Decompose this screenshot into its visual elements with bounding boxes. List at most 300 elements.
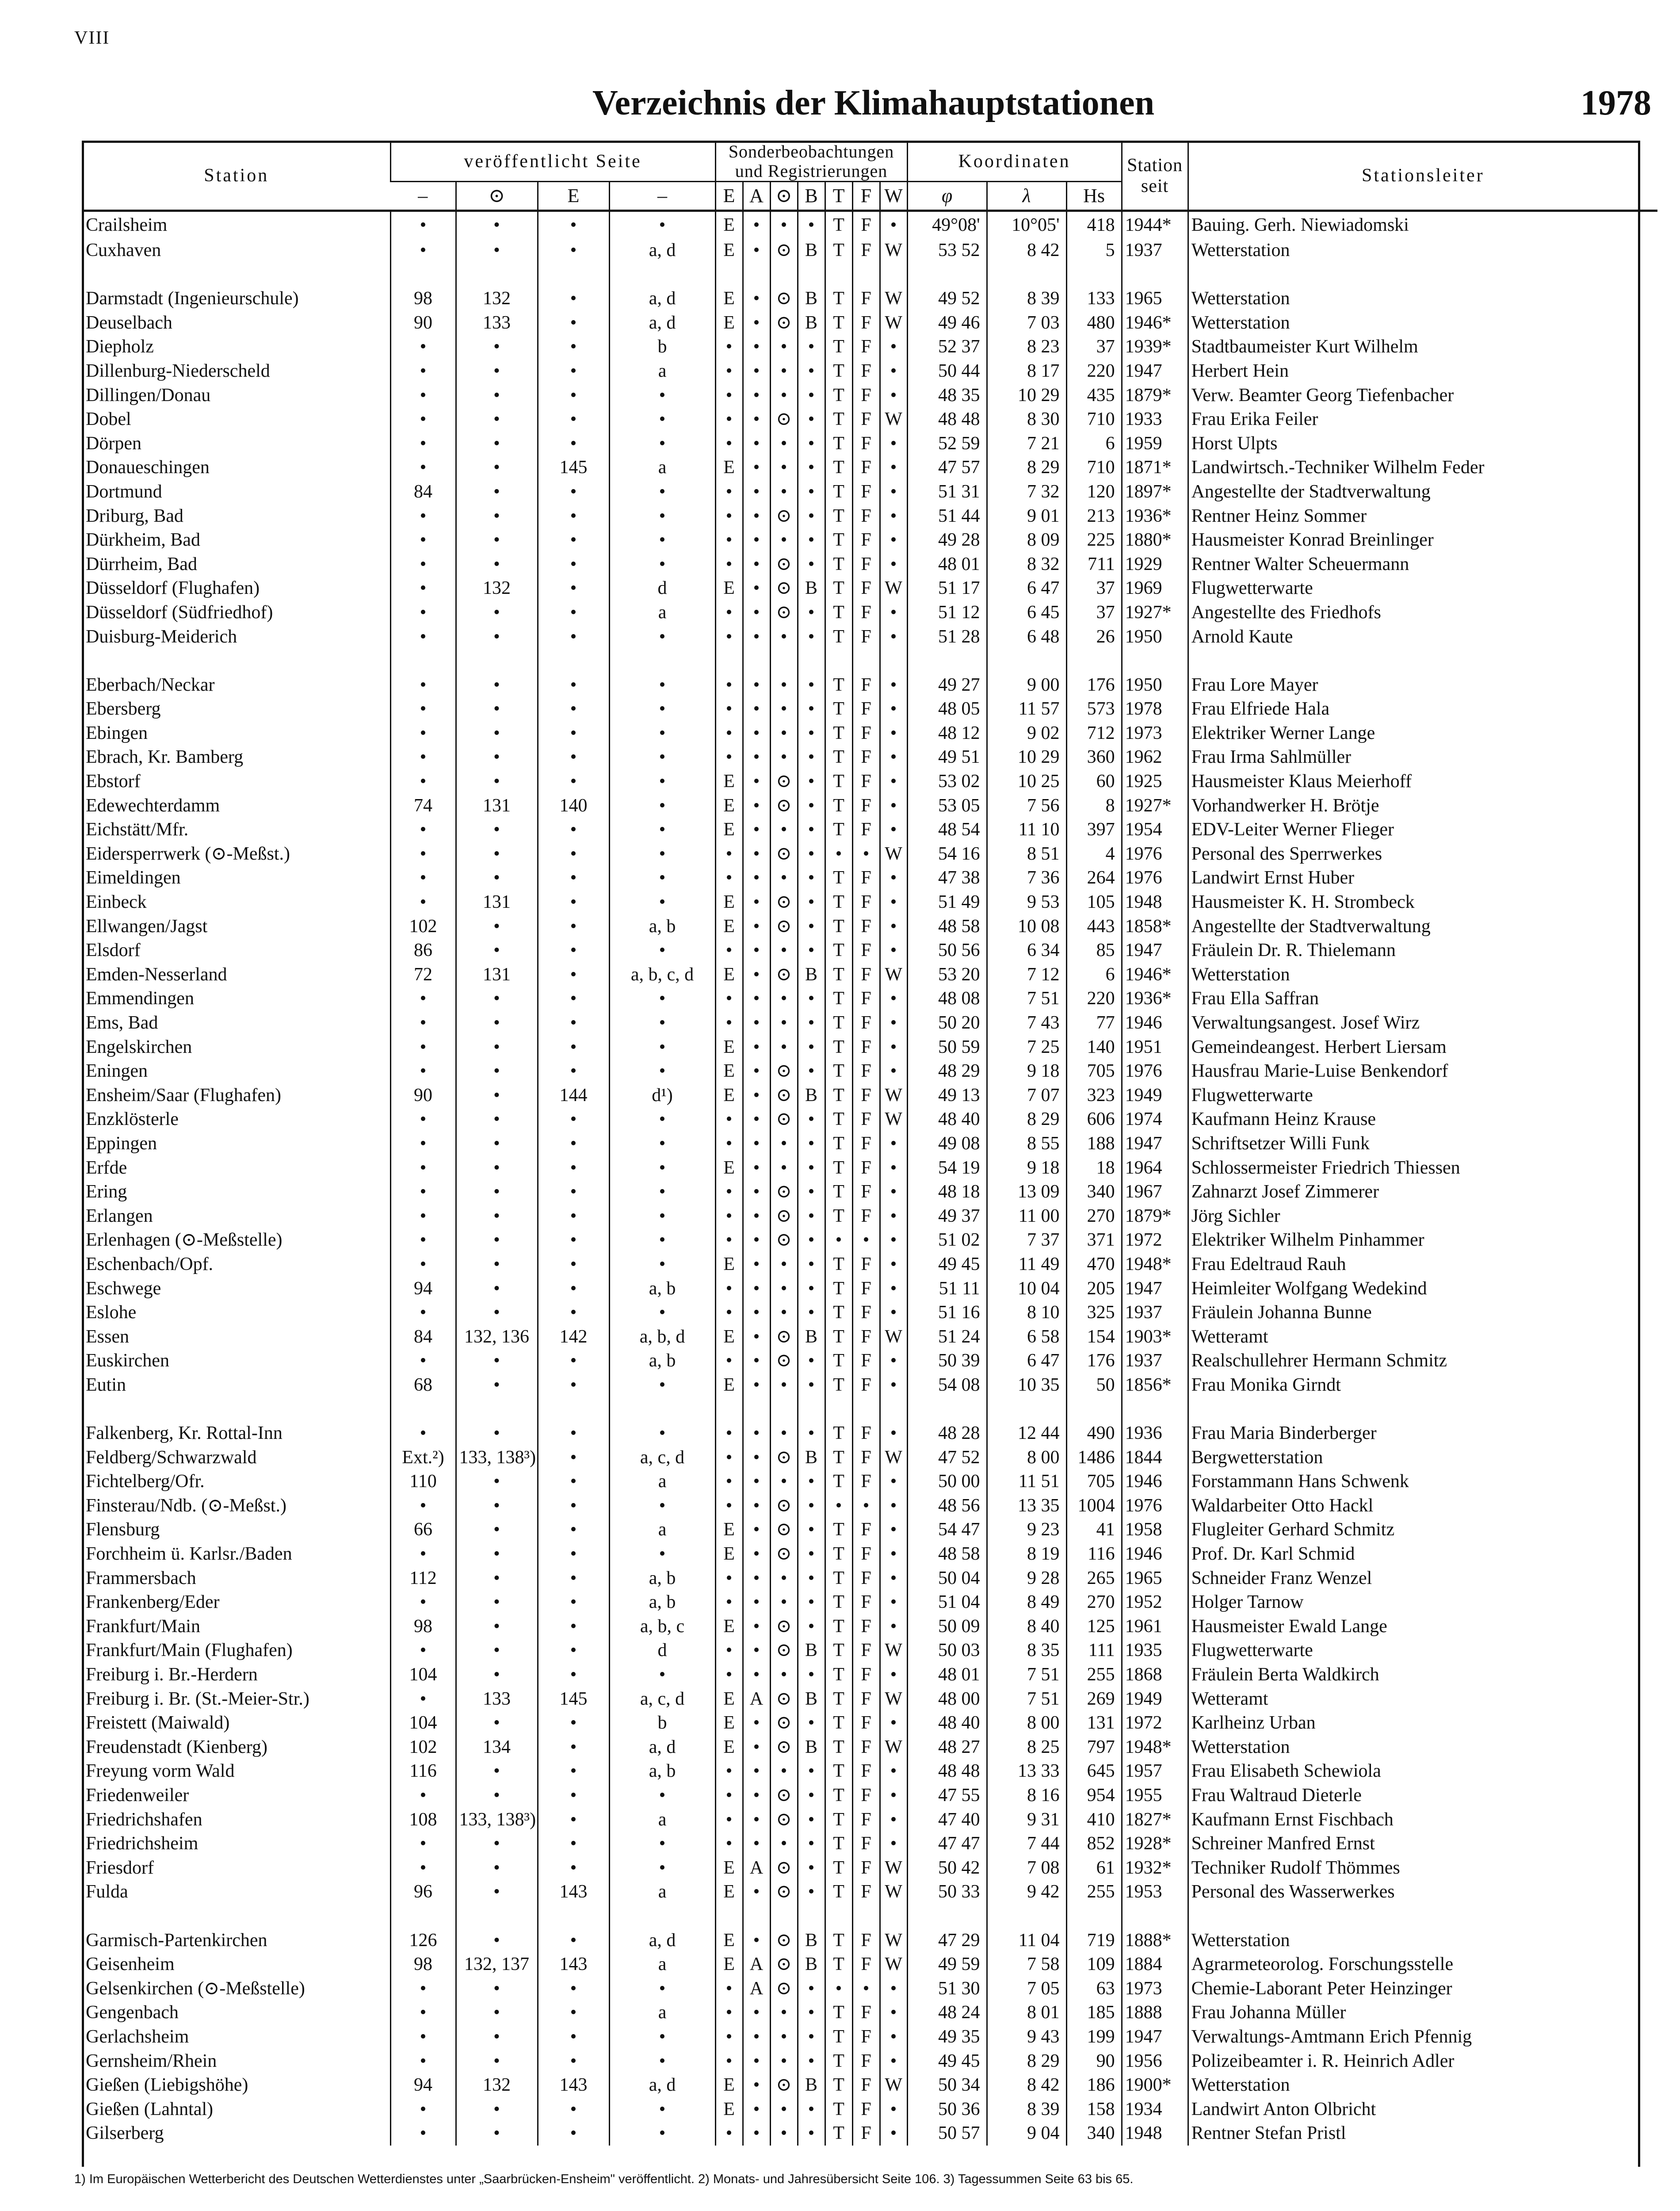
table-cell: • [538, 383, 609, 408]
spacer-cell [456, 263, 538, 287]
table-cell: • [770, 1156, 798, 1180]
station-leader: Stadtbaumeister Kurt Wilhelm [1188, 335, 1657, 359]
table-cell: 72 [390, 963, 456, 987]
station-name: Deuselbach [86, 312, 172, 333]
table-cell: 7 51 [987, 987, 1066, 1011]
table-cell: 1858* [1122, 914, 1188, 939]
table-cell: • [715, 1590, 743, 1614]
table-cell: • [538, 1035, 609, 1060]
table-cell: a, b [609, 1590, 715, 1614]
table-cell: • [715, 938, 743, 963]
spacer-cell [880, 1904, 907, 1928]
table-cell: • [880, 769, 907, 794]
table-row [83, 2025, 1657, 2049]
table-cell: • [798, 1059, 825, 1083]
table-cell: 1959 [1122, 432, 1188, 456]
table-cell: • [390, 721, 456, 746]
table-cell: a [609, 2001, 715, 2025]
table-cell: • [390, 769, 456, 794]
table-cell: • [880, 1011, 907, 1035]
table-cell: 143 [538, 1952, 609, 1977]
station-leader: Arnold Kaute [1188, 625, 1657, 649]
table-cell: a, d [609, 2073, 715, 2097]
table-cell: 188 [1066, 1132, 1122, 1156]
table-row [83, 455, 1657, 480]
station-leader: Fräulein Johanna Bunne [1188, 1301, 1657, 1325]
table-cell: F [852, 480, 880, 504]
table-cell: F [852, 1446, 880, 1470]
table-cell: • [390, 1156, 456, 1180]
table-cell: • [798, 1180, 825, 1204]
table-cell: • [609, 673, 715, 697]
table-cell: • [715, 1421, 743, 1446]
table-cell: ⊙ [770, 842, 798, 866]
table-cell: T [825, 211, 852, 239]
table-cell: 4 [1066, 842, 1122, 866]
table-cell: • [880, 504, 907, 528]
table-cell: • [743, 1759, 770, 1783]
table-row [83, 938, 1657, 963]
table-cell: • [743, 914, 770, 939]
header-seit: Station seit [1122, 142, 1188, 211]
table-cell: T [825, 769, 852, 794]
table-cell: T [825, 1446, 852, 1470]
table-cell: • [880, 1059, 907, 1083]
table-cell: • [715, 1566, 743, 1591]
table-cell: • [390, 383, 456, 408]
table-cell: T [825, 673, 852, 697]
table-cell: • [852, 1228, 880, 1252]
table-cell: • [609, 1252, 715, 1277]
station-leader: Herbert Hein [1188, 359, 1657, 383]
table-cell: 11 51 [987, 1469, 1066, 1494]
table-row [83, 1977, 1657, 2001]
table-cell: • [798, 1977, 825, 2001]
table-cell: F [852, 528, 880, 552]
table-cell: W [880, 1325, 907, 1349]
table-cell: F [852, 576, 880, 601]
table-cell: • [743, 1277, 770, 1301]
table-cell: a, b [609, 1277, 715, 1301]
table-cell: F [852, 914, 880, 939]
table-cell: T [825, 455, 852, 480]
spacer-cell [880, 1397, 907, 1422]
table-cell: 8 51 [987, 842, 1066, 866]
table-cell: • [880, 211, 907, 239]
table-cell: 102 [390, 914, 456, 939]
table-cell: 37 [1066, 601, 1122, 625]
table-cell: 51 17 [907, 576, 987, 601]
table-cell: • [456, 673, 538, 697]
table-cell: • [743, 1107, 770, 1132]
table-cell: 52 37 [907, 335, 987, 359]
table-cell: • [538, 1107, 609, 1132]
table-cell: • [743, 1325, 770, 1349]
table-cell: E [715, 1856, 743, 1880]
table-row [83, 890, 1657, 914]
station-name: Freudenstadt (Kienberg) [86, 1737, 267, 1757]
table-cell: • [798, 938, 825, 963]
table-cell: F [852, 987, 880, 1011]
table-cell: ⊙ [770, 1518, 798, 1542]
table-cell: • [715, 1277, 743, 1301]
table-cell: ⊙ [770, 2073, 798, 2097]
station-leader: Techniker Rudolf Thömmes [1188, 1856, 1657, 1880]
spacer-cell [743, 1397, 770, 1422]
station-name: Eschwege [86, 1278, 161, 1299]
table-cell: 90 [390, 1083, 456, 1108]
station-leader: Hausfrau Marie-Luise Benkendorf [1188, 1059, 1657, 1083]
spacer-cell [456, 1904, 538, 1928]
table-cell: • [743, 455, 770, 480]
table-cell: • [609, 1373, 715, 1397]
spacer-cell [715, 649, 743, 673]
table-cell: 90 [1066, 2049, 1122, 2073]
spacer-cell [798, 1397, 825, 1422]
table-cell: • [538, 1735, 609, 1760]
table-cell: a, c, d [609, 1446, 715, 1470]
table-cell: • [538, 1759, 609, 1783]
table-cell: T [825, 745, 852, 769]
station-leader: Wetterstation [1188, 963, 1657, 987]
table-cell: W [880, 2073, 907, 2097]
table-cell: T [825, 504, 852, 528]
station-leader: Personal des Wasserwerkes [1188, 1880, 1657, 1904]
table-cell: • [538, 890, 609, 914]
table-cell: 48 18 [907, 1180, 987, 1204]
table-cell: W [880, 1856, 907, 1880]
table-cell: F [852, 1325, 880, 1349]
table-row [83, 842, 1657, 866]
table-cell: 98 [390, 1952, 456, 1977]
table-cell: 116 [390, 1759, 456, 1783]
station-name: Eschenbach/Opf. [86, 1254, 214, 1274]
table-cell: B [798, 1928, 825, 1953]
table-row [83, 769, 1657, 794]
table-cell: 1932* [1122, 1856, 1188, 1880]
table-row [83, 1952, 1657, 1977]
station-name: Emden-Nesserland [86, 964, 227, 985]
table-cell: • [715, 1446, 743, 1470]
table-cell: F [852, 359, 880, 383]
table-cell: • [743, 432, 770, 456]
table-cell: 213 [1066, 504, 1122, 528]
table-cell: • [538, 2001, 609, 2025]
table-cell: • [456, 1277, 538, 1301]
table-cell: F [852, 1566, 880, 1591]
station-name: Cuxhaven [86, 240, 161, 260]
table-cell: d [609, 576, 715, 601]
table-cell: • [538, 1446, 609, 1470]
table-cell: F [852, 1759, 880, 1783]
table-cell: F [852, 1952, 880, 1977]
station-leader: Verwaltungs-Amtmann Erich Pfennig [1188, 2025, 1657, 2049]
table-cell: 112 [390, 1566, 456, 1591]
table-cell: • [743, 1035, 770, 1060]
table-cell: • [715, 1638, 743, 1663]
table-cell: • [715, 432, 743, 456]
table-cell: 1888 [1122, 2001, 1188, 2025]
table-cell: T [825, 1083, 852, 1108]
table-cell: • [715, 697, 743, 721]
table-row [83, 673, 1657, 697]
table-cell: 7 36 [987, 866, 1066, 890]
table-cell: 133, 138³) [456, 1446, 538, 1470]
spacer-cell [743, 263, 770, 287]
table-cell: 8 55 [987, 1132, 1066, 1156]
table-cell: • [609, 625, 715, 649]
table-cell: 7 05 [987, 1977, 1066, 2001]
table-cell: • [609, 1059, 715, 1083]
table-cell: 48 40 [907, 1107, 987, 1132]
table-cell: 48 58 [907, 914, 987, 939]
table-cell: 74 [390, 794, 456, 818]
station-name: Friedrichsheim [86, 1833, 199, 1854]
table-cell: F [852, 866, 880, 890]
table-cell: ⊙ [770, 1204, 798, 1228]
table-cell: 143 [538, 2073, 609, 2097]
table-cell: ⊙ [770, 1952, 798, 1977]
table-cell: 50 03 [907, 1638, 987, 1663]
table-row [83, 1735, 1657, 1760]
table-cell: • [798, 842, 825, 866]
table-cell: • [770, 2097, 798, 2122]
table-cell: 1879* [1122, 383, 1188, 408]
table-cell: a, b [609, 1349, 715, 1373]
table-cell: F [852, 721, 880, 746]
station-name: Fichtelberg/Ofr. [86, 1471, 205, 1492]
table-cell: T [825, 2049, 852, 2073]
table-cell: F [852, 1783, 880, 1808]
table-cell: • [743, 769, 770, 794]
table-cell: • [456, 1252, 538, 1277]
table-cell: F [852, 1349, 880, 1373]
table-cell: • [798, 2001, 825, 2025]
table-cell: T [825, 1542, 852, 1566]
table-cell: • [390, 818, 456, 842]
table-cell: 48 48 [907, 407, 987, 432]
group-spacer [83, 649, 1657, 673]
table-cell: F [852, 335, 880, 359]
table-cell: • [390, 1421, 456, 1446]
station-leader: Wetterstation [1188, 311, 1657, 335]
table-cell: • [880, 1977, 907, 2001]
table-cell: F [852, 697, 880, 721]
table-cell: T [825, 1421, 852, 1446]
table-cell: • [390, 890, 456, 914]
table-cell: T [825, 1518, 852, 1542]
table-cell: • [743, 1349, 770, 1373]
table-cell: F [852, 2097, 880, 2122]
table-cell: F [852, 1808, 880, 1832]
table-cell: • [825, 1977, 852, 2001]
table-row [83, 432, 1657, 456]
table-cell: 90 [390, 311, 456, 335]
table-cell: • [456, 528, 538, 552]
table-cell: 84 [390, 480, 456, 504]
table-cell: 7 32 [987, 480, 1066, 504]
table-cell: F [852, 1011, 880, 1035]
table-cell: • [880, 1373, 907, 1397]
table-cell: 60 [1066, 769, 1122, 794]
station-name: Eslohe [86, 1302, 137, 1323]
table-cell: • [798, 1011, 825, 1035]
spacer-cell [390, 1397, 456, 1422]
table-cell: 48 01 [907, 552, 987, 577]
table-cell: • [798, 211, 825, 239]
table-cell: • [715, 1107, 743, 1132]
table-row [83, 211, 1657, 239]
station-leader: Rentner Stefan Pristl [1188, 2121, 1657, 2146]
table-cell: 11 49 [987, 1252, 1066, 1277]
station-name: Friesdorf [86, 1857, 154, 1878]
table-cell: E [715, 1928, 743, 1953]
table-cell: 606 [1066, 1107, 1122, 1132]
table-cell: • [715, 528, 743, 552]
table-cell: 8 16 [987, 1783, 1066, 1808]
table-cell: • [770, 1301, 798, 1325]
station-leader: Prof. Dr. Karl Schmid [1188, 1542, 1657, 1566]
table-cell: T [825, 794, 852, 818]
table-cell: 711 [1066, 552, 1122, 577]
table-cell: • [743, 866, 770, 890]
station-leader: Schneider Franz Wenzel [1188, 1566, 1657, 1591]
table-cell: • [743, 2001, 770, 2025]
table-row [83, 576, 1657, 601]
table-row [83, 1180, 1657, 1204]
table-cell: • [743, 794, 770, 818]
table-cell: F [852, 769, 880, 794]
table-cell: • [770, 455, 798, 480]
table-cell: • [715, 721, 743, 746]
table-cell: 1976 [1122, 842, 1188, 866]
table-row [83, 818, 1657, 842]
table-cell: 1897* [1122, 480, 1188, 504]
table-cell: ⊙ [770, 311, 798, 335]
table-cell: • [770, 2049, 798, 2073]
table-cell: 7 58 [987, 1952, 1066, 1977]
table-cell: • [390, 1252, 456, 1277]
table-cell: 1956 [1122, 2049, 1188, 2073]
table-cell: • [538, 287, 609, 311]
table-cell: F [852, 1638, 880, 1663]
table-cell: 8 [1066, 794, 1122, 818]
table-cell: ⊙ [770, 552, 798, 577]
table-cell: • [743, 335, 770, 359]
table-cell: 8 00 [987, 1711, 1066, 1735]
table-cell: • [825, 1494, 852, 1518]
table-cell: W [880, 1880, 907, 1904]
table-cell: • [798, 1711, 825, 1735]
table-cell: • [770, 383, 798, 408]
table-cell: T [825, 1952, 852, 1977]
table-cell: b [609, 335, 715, 359]
table-cell: T [825, 1373, 852, 1397]
table-cell: • [880, 1301, 907, 1325]
spacer-cell [1122, 1904, 1188, 1928]
table-cell: 418 [1066, 211, 1122, 239]
table-cell: • [743, 1735, 770, 1760]
station-leader: Wetterstation [1188, 2073, 1657, 2097]
table-cell: • [798, 1373, 825, 1397]
table-cell: ⊙ [770, 1638, 798, 1663]
spacer-cell [987, 649, 1066, 673]
table-cell: • [715, 1808, 743, 1832]
table-cell: 132, 137 [456, 1952, 538, 1977]
station-name: Ellwangen/Jagst [86, 916, 208, 937]
table-row [83, 1301, 1657, 1325]
table-cell: ⊙ [770, 407, 798, 432]
spacer-cell [390, 649, 456, 673]
table-cell: 1962 [1122, 745, 1188, 769]
table-cell: 1947 [1122, 1277, 1188, 1301]
table-row [83, 1469, 1657, 1494]
station-name: Gernsheim/Rhein [86, 2050, 217, 2071]
table-cell: B [798, 238, 825, 263]
spacer-cell [798, 263, 825, 287]
spacer-cell [987, 263, 1066, 287]
table-cell: • [609, 1035, 715, 1060]
table-cell: • [456, 2121, 538, 2146]
table-cell: 77 [1066, 1011, 1122, 1035]
table-cell: 176 [1066, 673, 1122, 697]
table-cell: W [880, 1687, 907, 1711]
table-cell: 132, 136 [456, 1325, 538, 1349]
table-cell: • [770, 2001, 798, 2025]
table-cell: 116 [1066, 1542, 1122, 1566]
table-row [83, 2049, 1657, 2073]
table-cell: F [852, 1059, 880, 1083]
table-cell: • [715, 359, 743, 383]
table-cell: • [609, 1132, 715, 1156]
table-cell: T [825, 238, 852, 263]
table-cell: 1888* [1122, 1928, 1188, 1953]
table-cell: 1947 [1122, 938, 1188, 963]
station-name: Dobel [86, 409, 131, 430]
table-row [83, 625, 1657, 649]
table-cell: • [770, 938, 798, 963]
table-cell: 49 45 [907, 2049, 987, 2073]
table-cell: 8 29 [987, 2049, 1066, 2073]
station-name: Driburg, Bad [86, 505, 183, 526]
table-cell: • [852, 1494, 880, 1518]
spacer-cell [798, 649, 825, 673]
table-cell: • [390, 1228, 456, 1252]
table-cell: T [825, 2001, 852, 2025]
table-cell: 1951 [1122, 1035, 1188, 1060]
header-sonder-w: W [880, 182, 907, 211]
station-leader: Frau Waltraud Dieterle [1188, 1783, 1657, 1808]
table-cell: • [456, 2025, 538, 2049]
table-cell: ⊙ [770, 238, 798, 263]
table-cell: • [538, 697, 609, 721]
station-leader: Schriftsetzer Willi Funk [1188, 1132, 1657, 1156]
table-row [83, 1446, 1657, 1470]
table-cell: 51 16 [907, 1301, 987, 1325]
table-cell: • [743, 287, 770, 311]
table-cell: • [538, 963, 609, 987]
spacer-cell [987, 1397, 1066, 1422]
station-name: Crailsheim [83, 211, 390, 239]
table-cell: 360 [1066, 745, 1122, 769]
table-cell: • [609, 745, 715, 769]
table-cell: 265 [1066, 1566, 1122, 1591]
table-cell: T [825, 1107, 852, 1132]
table-cell: T [825, 576, 852, 601]
table-cell: • [770, 359, 798, 383]
table-row [83, 552, 1657, 577]
station-name: Düsseldorf (Südfriedhof) [86, 602, 273, 623]
